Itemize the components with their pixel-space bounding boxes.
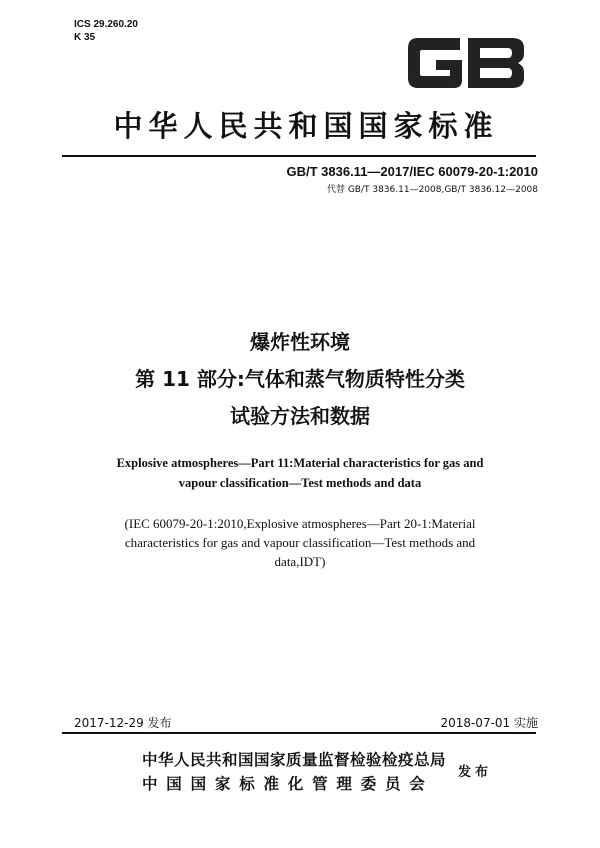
chinese-title-line1: 爆炸性环境: [250, 330, 350, 354]
chinese-title-line2: 第 11 部分:气体和蒸气物质特性分类: [135, 367, 465, 391]
gb-logo-icon: [404, 34, 528, 92]
iec-equivalence-line3: data,IDT): [274, 554, 326, 569]
iec-equivalence: [70, 514, 530, 571]
english-title-line2: vapour classification—Test methods and data: [178, 476, 422, 490]
classification-codes: [74, 18, 138, 44]
iec-equivalence-line2: characteristics for gas and vapour classification—Test methods and: [124, 535, 476, 550]
iec-equivalence-line1: (IEC 60079-20-1:2010,Explosive atmospheres—Part 20-1:Material: [124, 516, 476, 531]
ccs-code: K 35: [74, 32, 96, 43]
standard-number: GB/T 3836.11—2017/IEC 60079-20-1:2010: [286, 164, 538, 179]
effective-date: 2018-07-01 实施: [440, 716, 538, 730]
ics-code: ICS 29.260.20: [74, 19, 138, 30]
header-divider: [62, 155, 536, 157]
issue-date: 2017-12-29 发布: [74, 716, 172, 730]
issuer-line2: 中国国家标准化管理委员会: [142, 775, 434, 793]
issuer-line1: 中华人民共和国国家质量监督检验检疫总局: [142, 751, 447, 769]
national-standard-title: 中华人民共和国国家标准: [113, 109, 499, 143]
footer-divider: [62, 732, 536, 734]
english-title-line1: Explosive atmospheres—Part 11:Material characteristics for gas and: [116, 456, 484, 470]
english-title: [0, 453, 600, 493]
publish-label: 发布: [458, 765, 493, 780]
chinese-title-line3: 试验方法和数据: [230, 404, 370, 428]
replaces-note: 代替 GB/T 3836.11—2008,GB/T 3836.12—2008: [326, 185, 538, 195]
